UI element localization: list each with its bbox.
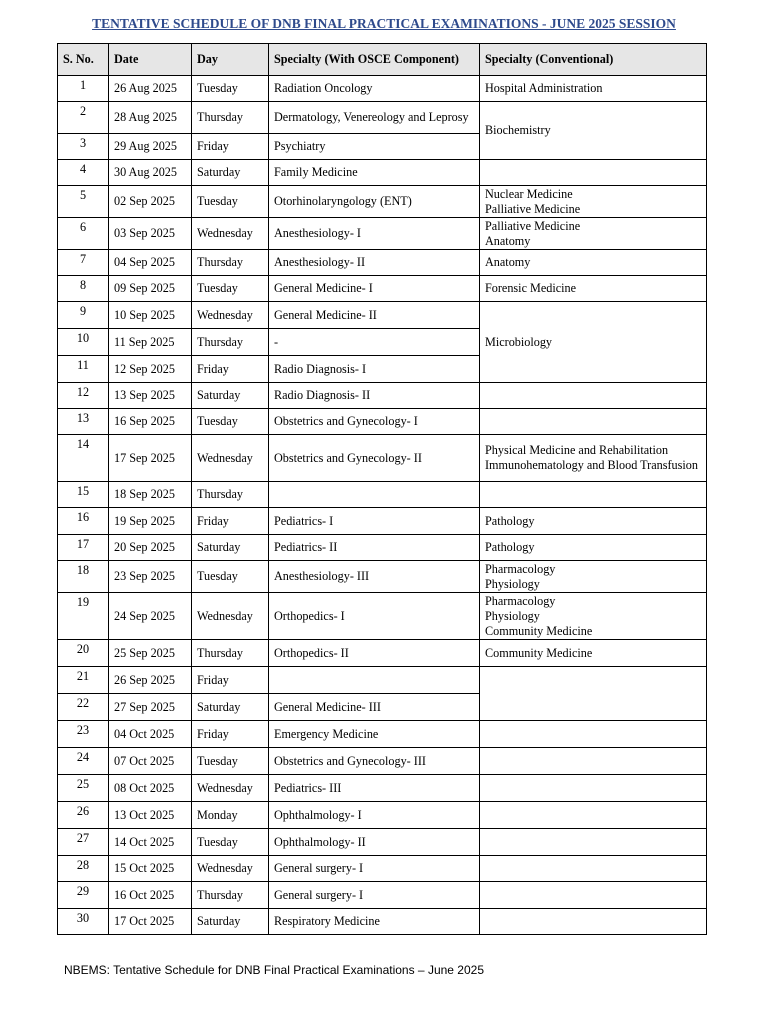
cell-osce-specialty: General Medicine- II xyxy=(269,302,480,329)
column-header-day: Day xyxy=(192,44,269,76)
cell-day: Friday xyxy=(192,667,269,694)
cell-serial-number: 2 xyxy=(58,102,109,134)
cell-day: Tuesday xyxy=(192,76,269,102)
table-row xyxy=(58,561,707,593)
cell-day: Saturday xyxy=(192,160,269,186)
cell-day: Friday xyxy=(192,134,269,160)
cell-serial-number: 4 xyxy=(58,160,109,186)
cell-day: Thursday xyxy=(192,102,269,134)
cell-day: Thursday xyxy=(192,482,269,508)
cell-date: 10 Sep 2025 xyxy=(109,302,192,329)
cell-serial-number: 13 xyxy=(58,409,109,435)
page-title: TENTATIVE SCHEDULE OF DNB FINAL PRACTICAL EXAMINATIONS - JUNE 2025 SESSION xyxy=(92,16,676,31)
cell-conventional-specialty xyxy=(480,435,707,482)
cell-serial-number: 16 xyxy=(58,508,109,535)
cell-day: Thursday xyxy=(192,640,269,667)
conventional-specialty-line: Community Medicine xyxy=(485,623,593,638)
cell-osce-specialty: Radio Diagnosis- II xyxy=(269,383,480,409)
cell-osce-specialty: Anesthesiology- III xyxy=(269,561,480,593)
cell-conventional-specialty xyxy=(480,882,707,909)
cell-osce-specialty: Obstetrics and Gynecology- III xyxy=(269,748,480,775)
cell-date: 04 Sep 2025 xyxy=(109,250,192,276)
cell-day: Wednesday xyxy=(192,856,269,882)
cell-conventional-specialty xyxy=(480,856,707,882)
cell-osce-specialty: Obstetrics and Gynecology- II xyxy=(269,435,480,482)
cell-day: Tuesday xyxy=(192,829,269,856)
table-row xyxy=(58,76,707,102)
cell-conventional-specialty xyxy=(480,802,707,829)
cell-osce-specialty: Psychiatry xyxy=(269,134,480,160)
cell-date: 07 Oct 2025 xyxy=(109,748,192,775)
cell-conventional-specialty: Forensic Medicine xyxy=(480,276,707,302)
cell-serial-number: 12 xyxy=(58,383,109,409)
cell-day: Saturday xyxy=(192,535,269,561)
table-row xyxy=(58,593,707,640)
cell-conventional-specialty xyxy=(480,409,707,435)
cell-date: 20 Sep 2025 xyxy=(109,535,192,561)
table-row xyxy=(58,482,707,508)
cell-conventional-specialty xyxy=(480,829,707,856)
table-row xyxy=(58,775,707,802)
cell-date: 26 Sep 2025 xyxy=(109,667,192,694)
conventional-specialty-line: Physical Medicine and Rehabilitation xyxy=(485,443,669,457)
cell-conventional-specialty: Anatomy xyxy=(480,250,707,276)
cell-date: 27 Sep 2025 xyxy=(109,694,192,721)
table-row xyxy=(58,909,707,935)
cell-day: Thursday xyxy=(192,329,269,356)
cell-osce-specialty: Ophthalmology- I xyxy=(269,802,480,829)
cell-conventional-specialty xyxy=(480,383,707,409)
cell-serial-number: 26 xyxy=(58,802,109,829)
cell-conventional-specialty: Hospital Administration xyxy=(480,76,707,102)
conventional-specialty-line: Nuclear Medicine xyxy=(485,186,573,201)
cell-serial-number: 11 xyxy=(58,356,109,383)
cell-serial-number: 8 xyxy=(58,276,109,302)
cell-conventional-specialty xyxy=(480,482,707,508)
conventional-specialty-line: Palliative Medicine xyxy=(485,218,581,233)
cell-date: 26 Aug 2025 xyxy=(109,76,192,102)
cell-date: 17 Oct 2025 xyxy=(109,909,192,935)
cell-osce-specialty xyxy=(269,667,480,694)
cell-conventional-specialty xyxy=(480,775,707,802)
cell-osce-specialty: Anesthesiology- I xyxy=(269,218,480,250)
cell-day: Tuesday xyxy=(192,186,269,218)
cell-date: 25 Sep 2025 xyxy=(109,640,192,667)
cell-conventional-specialty xyxy=(480,721,707,748)
cell-day: Monday xyxy=(192,802,269,829)
cell-date: 15 Oct 2025 xyxy=(109,856,192,882)
cell-serial-number: 21 xyxy=(58,667,109,694)
cell-serial-number: 7 xyxy=(58,250,109,276)
conventional-specialty-line: Physiology xyxy=(485,608,540,623)
cell-osce-specialty: Orthopedics- II xyxy=(269,640,480,667)
cell-conventional-specialty xyxy=(480,218,707,250)
cell-osce-specialty: - xyxy=(269,329,480,356)
cell-conventional-specialty xyxy=(480,561,707,593)
cell-serial-number: 9 xyxy=(58,302,109,329)
table-row xyxy=(58,748,707,775)
cell-date: 23 Sep 2025 xyxy=(109,561,192,593)
column-header-sno: S. No. xyxy=(58,44,109,76)
cell-osce-specialty: General Medicine- I xyxy=(269,276,480,302)
cell-serial-number: 25 xyxy=(58,775,109,802)
conventional-specialty-line: Pharmacology xyxy=(485,561,556,576)
cell-osce-specialty: General Medicine- III xyxy=(269,694,480,721)
cell-serial-number: 6 xyxy=(58,218,109,250)
cell-serial-number: 23 xyxy=(58,721,109,748)
cell-osce-specialty: Orthopedics- I xyxy=(269,593,480,640)
schedule-table xyxy=(57,43,707,935)
cell-conventional-specialty xyxy=(480,160,707,186)
cell-date: 02 Sep 2025 xyxy=(109,186,192,218)
cell-day: Saturday xyxy=(192,909,269,935)
cell-day: Wednesday xyxy=(192,302,269,329)
cell-osce-specialty: Otorhinolaryngology (ENT) xyxy=(269,186,480,218)
cell-day: Tuesday xyxy=(192,409,269,435)
cell-osce-specialty: General surgery- I xyxy=(269,856,480,882)
cell-osce-specialty: General surgery- I xyxy=(269,882,480,909)
cell-date: 19 Sep 2025 xyxy=(109,508,192,535)
cell-day: Tuesday xyxy=(192,561,269,593)
table-header-row xyxy=(58,44,707,76)
cell-date: 13 Sep 2025 xyxy=(109,383,192,409)
cell-conventional-specialty xyxy=(480,748,707,775)
table-row xyxy=(58,435,707,482)
cell-osce-specialty: Ophthalmology- II xyxy=(269,829,480,856)
cell-serial-number: 20 xyxy=(58,640,109,667)
table-row xyxy=(58,160,707,186)
cell-date: 28 Aug 2025 xyxy=(109,102,192,134)
cell-day: Thursday xyxy=(192,250,269,276)
cell-osce-specialty: Pediatrics- II xyxy=(269,535,480,561)
cell-date: 18 Sep 2025 xyxy=(109,482,192,508)
table-row xyxy=(58,508,707,535)
cell-serial-number: 14 xyxy=(58,435,109,482)
cell-day: Friday xyxy=(192,508,269,535)
conventional-specialty-line: Immunohematology and Blood Transfusion xyxy=(485,458,698,472)
cell-day: Wednesday xyxy=(192,775,269,802)
cell-osce-specialty: Radiation Oncology xyxy=(269,76,480,102)
cell-osce-specialty: Respiratory Medicine xyxy=(269,909,480,935)
table-row xyxy=(58,535,707,561)
table-row xyxy=(58,218,707,250)
cell-osce-specialty: Radio Diagnosis- I xyxy=(269,356,480,383)
cell-osce-specialty: Family Medicine xyxy=(269,160,480,186)
table-row xyxy=(58,721,707,748)
cell-day: Saturday xyxy=(192,383,269,409)
cell-serial-number: 22 xyxy=(58,694,109,721)
table-row xyxy=(58,102,707,134)
cell-serial-number: 19 xyxy=(58,593,109,640)
cell-serial-number: 29 xyxy=(58,882,109,909)
cell-date: 09 Sep 2025 xyxy=(109,276,192,302)
cell-date: 13 Oct 2025 xyxy=(109,802,192,829)
cell-conventional-specialty xyxy=(480,593,707,640)
table-row xyxy=(58,882,707,909)
cell-osce-specialty: Anesthesiology- II xyxy=(269,250,480,276)
conventional-specialty-line: Palliative Medicine xyxy=(485,201,581,216)
cell-day: Tuesday xyxy=(192,276,269,302)
cell-serial-number: 3 xyxy=(58,134,109,160)
cell-day: Friday xyxy=(192,721,269,748)
cell-osce-specialty: Pediatrics- I xyxy=(269,508,480,535)
cell-date: 03 Sep 2025 xyxy=(109,218,192,250)
cell-date: 14 Oct 2025 xyxy=(109,829,192,856)
cell-osce-specialty: Pediatrics- III xyxy=(269,775,480,802)
cell-serial-number: 10 xyxy=(58,329,109,356)
cell-date: 04 Oct 2025 xyxy=(109,721,192,748)
cell-date: 12 Sep 2025 xyxy=(109,356,192,383)
cell-serial-number: 28 xyxy=(58,856,109,882)
column-header-conventional-specialty: Specialty (Conventional) xyxy=(480,44,707,76)
cell-date: 29 Aug 2025 xyxy=(109,134,192,160)
cell-osce-specialty xyxy=(269,482,480,508)
table-row xyxy=(58,186,707,218)
table-row xyxy=(58,383,707,409)
cell-date: 08 Oct 2025 xyxy=(109,775,192,802)
table-row xyxy=(58,667,707,694)
cell-conventional-specialty: Pathology xyxy=(480,535,707,561)
cell-osce-specialty: Obstetrics and Gynecology- I xyxy=(269,409,480,435)
cell-serial-number: 5 xyxy=(58,186,109,218)
cell-serial-number: 1 xyxy=(58,76,109,102)
cell-day: Saturday xyxy=(192,694,269,721)
cell-serial-number: 17 xyxy=(58,535,109,561)
cell-serial-number: 30 xyxy=(58,909,109,935)
cell-conventional-specialty: Microbiology xyxy=(480,302,707,383)
table-row xyxy=(58,856,707,882)
cell-osce-specialty: Dermatology, Venereology and Leprosy xyxy=(269,102,480,134)
conventional-specialty-line: Pharmacology xyxy=(485,593,556,608)
table-row xyxy=(58,302,707,329)
cell-day: Tuesday xyxy=(192,748,269,775)
schedule-body xyxy=(58,76,707,935)
cell-date: 11 Sep 2025 xyxy=(109,329,192,356)
cell-date: 24 Sep 2025 xyxy=(109,593,192,640)
column-header-date: Date xyxy=(109,44,192,76)
conventional-specialty-line: Anatomy xyxy=(485,233,531,248)
cell-conventional-specialty xyxy=(480,186,707,218)
cell-conventional-specialty xyxy=(480,909,707,935)
cell-serial-number: 18 xyxy=(58,561,109,593)
cell-day: Thursday xyxy=(192,882,269,909)
cell-day: Wednesday xyxy=(192,435,269,482)
table-row xyxy=(58,250,707,276)
page-footer: NBEMS: Tentative Schedule for DNB Final Practical Examinations – June 2025 xyxy=(64,963,484,977)
cell-date: 16 Sep 2025 xyxy=(109,409,192,435)
conventional-specialty-line: Physiology xyxy=(485,576,540,591)
column-header-osce-specialty: Specialty (With OSCE Component) xyxy=(269,44,480,76)
cell-day: Wednesday xyxy=(192,593,269,640)
table-row xyxy=(58,640,707,667)
table-row xyxy=(58,409,707,435)
table-row xyxy=(58,276,707,302)
cell-serial-number: 27 xyxy=(58,829,109,856)
cell-date: 17 Sep 2025 xyxy=(109,435,192,482)
cell-day: Wednesday xyxy=(192,218,269,250)
cell-osce-specialty: Emergency Medicine xyxy=(269,721,480,748)
cell-conventional-specialty: Community Medicine xyxy=(480,640,707,667)
cell-conventional-specialty: Pathology xyxy=(480,508,707,535)
table-row xyxy=(58,802,707,829)
cell-serial-number: 24 xyxy=(58,748,109,775)
cell-conventional-specialty: Biochemistry xyxy=(480,102,707,160)
cell-day: Friday xyxy=(192,356,269,383)
cell-conventional-specialty xyxy=(480,667,707,721)
cell-serial-number: 15 xyxy=(58,482,109,508)
table-row xyxy=(58,829,707,856)
cell-date: 30 Aug 2025 xyxy=(109,160,192,186)
cell-date: 16 Oct 2025 xyxy=(109,882,192,909)
